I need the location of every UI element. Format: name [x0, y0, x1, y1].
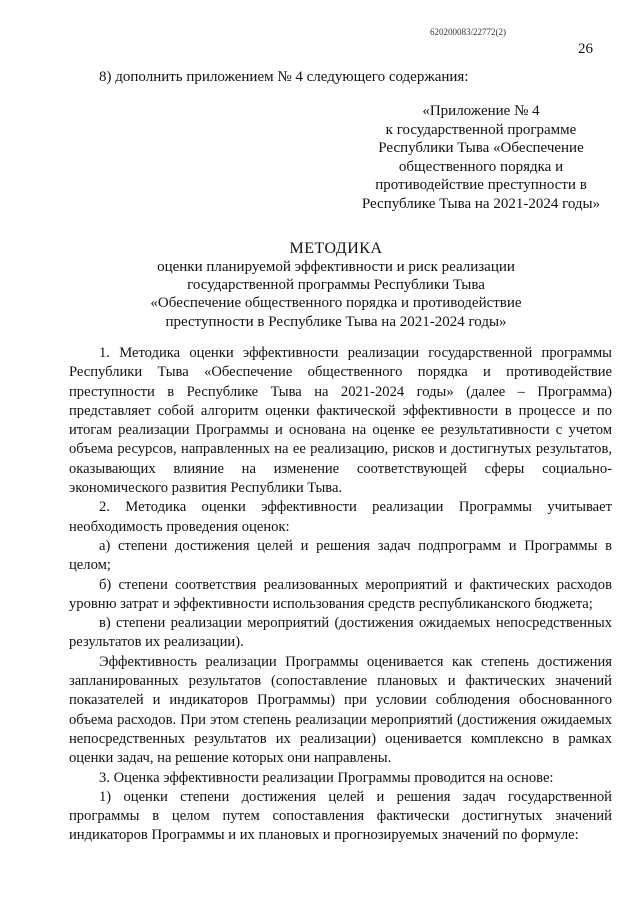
document-title	[60, 239, 612, 331]
appendix-line: Республике Тыва на 2021-2024 годы»	[361, 195, 601, 212]
paragraph: 3. Оценка эффективности реализации Программы проводится на основе:	[99, 769, 554, 786]
title-subtitle-line: государственной программы Республики Тыва	[187, 277, 485, 294]
appendix-line: «Приложение № 4	[422, 103, 540, 119]
title-subtitle-line: преступности в Республике Тыва на 2021-2024 годы»	[165, 313, 507, 330]
paragraph: а) степени достижения целей и решения задач подпрограмм и Программы в целом;	[69, 537, 612, 574]
paragraph: 2. Методика оценки эффективности реализации Программы учитывает необходимость проведения оценок:	[69, 499, 612, 535]
paragraph: Эффективность реализации Программы оценивается как степень достижения запланированных результатов (сопоставление плановых и фактических значений показателей и индикаторов Программы) при условии соблюдения обоснованного объема расходов. При этом степень реализации мероприятий (достижения ожидаемых непосредственных результатов их реализации) оценивается комплексно в рамках оценки задач, на решение которых они направлены.	[69, 653, 612, 767]
appendix-line: к государственной программе	[385, 121, 577, 138]
appendix-line: противодействие преступности в	[375, 177, 587, 194]
document-id: 620200083/22772(2)	[430, 27, 506, 37]
title-subtitle-line: оценки планируемой эффективности и риск реализации	[157, 259, 515, 275]
paragraph: 1. Методика оценки эффективности реализации государственной программы Республики Тыва «Обеспечение общественного порядка и противодействие преступности в Республике Тыва на 2021-2024 годы» (далее – Программа) представляет собой алгоритм оценки фактической эффективности в процессе и по итогам реализации Программы и основана на оценке ее результативности с учетом объема ресурсов, направленных на ее реализацию, рисков и достигнутых результатов, оказывающих влияние на изменение соответствующей сферы социально-экономического развития Республики Тыва.	[69, 345, 612, 497]
title-heading: МЕТОДИКА	[289, 240, 383, 257]
appendix-line: общественного порядка и	[398, 158, 564, 175]
paragraph: б) степени соответствия реализованных мероприятий и фактических расходов уровню затрат и эффективности использования средств республиканского бюджета;	[69, 576, 612, 612]
paragraph: в) степени реализации мероприятий (достижения ожидаемых непосредственных результатов их реализации).	[69, 615, 612, 651]
intro-line: 8) дополнить приложением № 4 следующего содержания:	[99, 69, 469, 85]
appendix-line: Республики Тыва «Обеспечение	[378, 140, 584, 157]
page-number: 26	[578, 41, 593, 57]
document-body	[69, 344, 612, 846]
paragraph: 1) оценки степени достижения целей и решения задач государственной программы в целом путем сопоставления фактически достигнутых значений индикаторов Программы и их плановых и прогнозируемых значений по формуле:	[69, 788, 612, 844]
title-subtitle-line: «Обеспечение общественного порядка и противодействие	[150, 295, 522, 312]
appendix-reference	[350, 102, 612, 214]
